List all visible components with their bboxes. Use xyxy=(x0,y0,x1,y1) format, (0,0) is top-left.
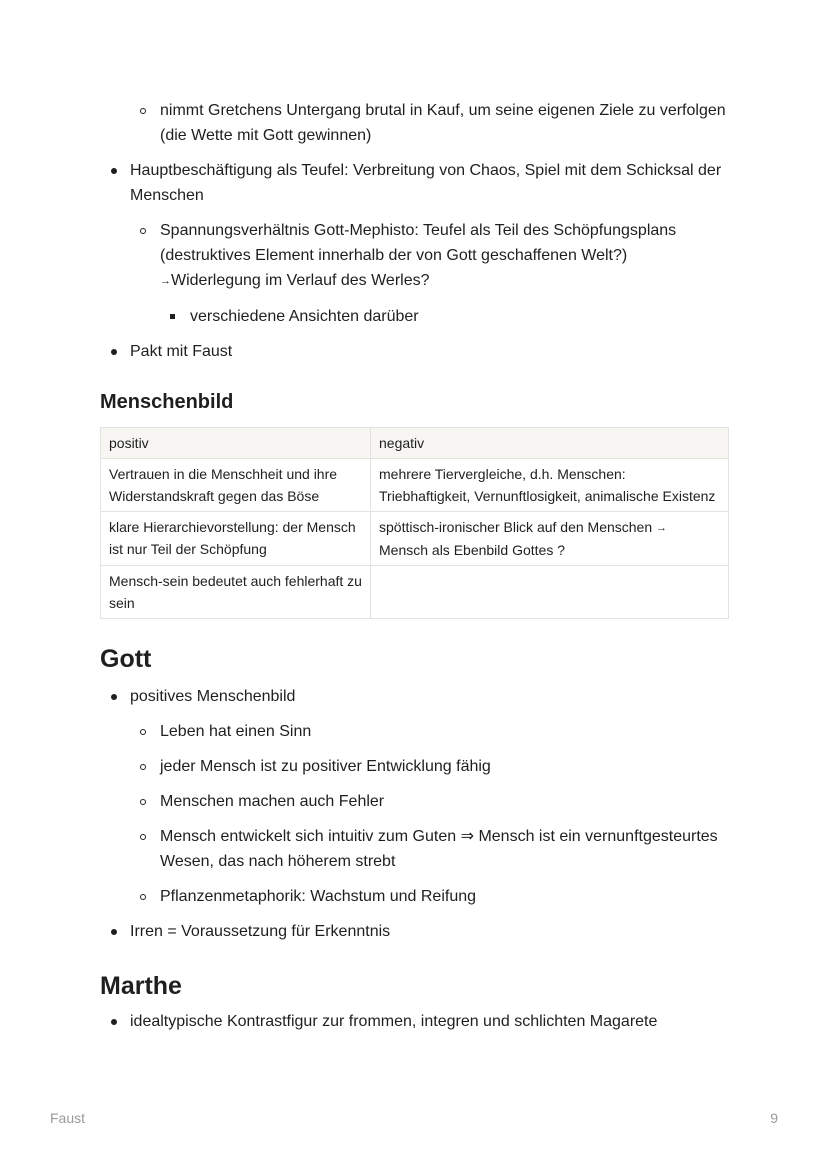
list-item-text: Mensch entwickelt sich intuitiv zum Guten xyxy=(160,828,457,845)
arrow-icon: → xyxy=(656,522,668,534)
implies-arrow-icon: ⇒ xyxy=(460,828,474,845)
list-item-text: Spannungsverhältnis Gott-Mephisto: Teufel als Teil des Schöpfungsplans (destruktives Element innerhalb der von Gott geschaffenen Welt?) xyxy=(160,222,677,264)
list-item xyxy=(100,1009,728,1034)
section-heading-gott: Gott xyxy=(100,645,152,673)
list-item xyxy=(100,158,728,208)
list-item-text: Mensch ist ein vernunftgesteurtes Wesen, das nach höherem strebt xyxy=(160,828,718,870)
list-item-text: Pakt mit Faust xyxy=(130,343,233,360)
list-item-text: verschiedene Ansichten darüber xyxy=(190,308,419,325)
section-heading-marthe: Marthe xyxy=(100,972,182,1000)
list-item xyxy=(100,754,728,779)
menschenbild-table xyxy=(100,427,729,619)
list-item-text: Irren = Voraussetzung für Erkenntnis xyxy=(130,923,391,940)
table-cell xyxy=(371,566,729,619)
table-row xyxy=(101,512,729,566)
arrow-icon: → xyxy=(160,275,171,287)
disc-bullet-icon xyxy=(111,1009,117,1034)
circle-bullet-icon xyxy=(140,719,146,744)
table-header-cell: positiv xyxy=(101,428,371,459)
list-item xyxy=(100,339,728,364)
table-cell: mehrere Tiervergleiche, d.h. Menschen: Triebhaftigkeit, Vernunftlosigkeit, animalische Existenz xyxy=(371,459,729,512)
list-item-text: Menschen machen auch Fehler xyxy=(160,793,385,810)
table-header-cell: negativ xyxy=(371,428,729,459)
footer-title: Faust xyxy=(50,1110,86,1126)
circle-bullet-icon xyxy=(140,789,146,814)
list-item-text: idealtypische Kontrastfigur zur frommen, integren und schlichten Magarete xyxy=(130,1013,658,1030)
list-item xyxy=(100,304,728,329)
mephisto-list xyxy=(100,98,728,364)
table-cell xyxy=(371,512,729,566)
list-item-text: Pflanzenmetaphorik: Wachstum und Reifung xyxy=(160,888,477,905)
list-item xyxy=(100,884,728,909)
list-item-text: Widerlegung im Verlauf des Werles? xyxy=(171,272,430,289)
table-row xyxy=(101,566,729,619)
list-item xyxy=(100,684,728,709)
circle-bullet-icon xyxy=(140,98,146,123)
circle-bullet-icon xyxy=(140,884,146,909)
table-row xyxy=(101,459,729,512)
table-cell-text: spöttisch-ironischer Blick auf den Menschen xyxy=(379,519,653,535)
circle-bullet-icon xyxy=(140,218,146,243)
list-item xyxy=(100,824,728,874)
section-heading-menschenbild: Menschenbild xyxy=(100,391,234,413)
list-item-text: Leben hat einen Sinn xyxy=(160,723,312,740)
disc-bullet-icon xyxy=(111,339,117,364)
page-number: 9 xyxy=(770,1110,778,1126)
marthe-list xyxy=(100,1009,728,1034)
square-bullet-icon xyxy=(170,304,175,329)
table-cell: Vertrauen in die Menschheit und ihre Widerstandskraft gegen das Böse xyxy=(101,459,371,512)
circle-bullet-icon xyxy=(140,754,146,779)
table-cell: Mensch-sein bedeutet auch fehlerhaft zu sein xyxy=(101,566,371,619)
list-item xyxy=(100,98,728,148)
circle-bullet-icon xyxy=(140,824,146,849)
list-item xyxy=(100,789,728,814)
table-cell: klare Hierarchievorstellung: der Mensch ist nur Teil der Schöpfung xyxy=(101,512,371,566)
list-item xyxy=(100,218,728,294)
list-item-text: jeder Mensch ist zu positiver Entwicklung fähig xyxy=(160,758,491,775)
table-cell-text: Mensch als Ebenbild Gottes ? xyxy=(379,542,565,558)
list-item-text: Hauptbeschäftigung als Teufel: Verbreitung von Chaos, Spiel mit dem Schicksal der Menschen xyxy=(130,162,722,204)
list-item xyxy=(100,919,728,944)
list-item-text: nimmt Gretchens Untergang brutal in Kauf, um seine eigenen Ziele zu verfolgen (die Wette mit Gott gewinnen) xyxy=(160,102,726,144)
table-header-row xyxy=(101,428,729,459)
list-item-text: positives Menschenbild xyxy=(130,688,296,705)
list-item xyxy=(100,719,728,744)
disc-bullet-icon xyxy=(111,919,117,944)
gott-list xyxy=(100,684,728,944)
disc-bullet-icon xyxy=(111,158,117,183)
document-body xyxy=(100,98,728,1044)
disc-bullet-icon xyxy=(111,684,117,709)
